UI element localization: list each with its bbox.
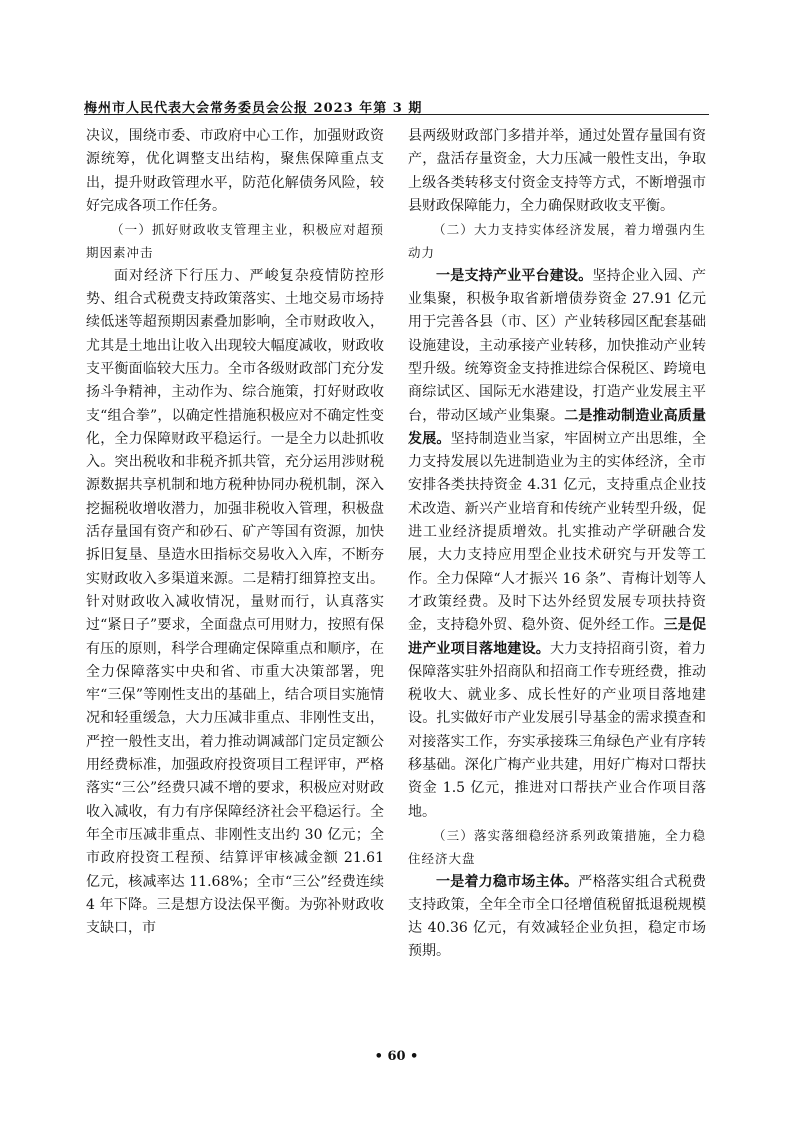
- bold-lead: 一是支持产业平台建设。: [436, 267, 593, 284]
- section-heading: （二）大力支持实体经济发展，着力增强内生动力: [408, 222, 706, 261]
- bold-lead: 一是着力稳市场主体。: [436, 873, 579, 890]
- bold-lead: 二是推动制造业高质量发展。: [408, 407, 707, 447]
- paragraph: 决议，围绕市委、市政府中心工作，加强财政资源统筹，优化调整支出结构，聚焦保障重点支出，提升财政管理水平，防范化解债务风险，较好完成各项工作任务。: [86, 128, 384, 214]
- section-heading: （三）落实落细稳经济系列政策措施，全力稳住经济大盘: [408, 827, 706, 867]
- page-number: • 60 •: [374, 1049, 419, 1064]
- journal-header: 梅州市人民代表大会常务委员会公报 2023 年第 3 期: [84, 101, 423, 116]
- right-column: [408, 125, 706, 964]
- section-heading: （一）抓好财政收支管理主业，积极应对超预期因素冲击: [86, 222, 384, 261]
- header-rule: [84, 114, 709, 115]
- paragraph-text: 严格落实组合式税费支持政策，全年全市全口径增值税留抵退税规模达 40.36 亿元，有效减轻企业负担，稳定市场预期。: [408, 873, 707, 960]
- paragraph: [408, 265, 706, 824]
- paragraph-text: 坚持制造业当家，牢固树立产出思维，全力支持发展以先进制造业为主的实体经济，全市安排各类扶持资金 4.31 亿元，支持重点企业技术改造、新兴产业培育和传统产业转型升级，促进工业经济提质增效。扎实推动产学研融合发展，大力支持应用型企业技术研究与开发等工作。全力保障“人才振兴 16 条”、青梅计划等人才政策经费。及时下达外经贸发展专项扶持资金，支持稳外贸、稳外资、促外经工作。: [408, 430, 707, 634]
- left-column: [86, 125, 384, 940]
- bold-lead: 三是促进产业项目落地建设。: [408, 617, 707, 657]
- paragraph: 县两级财政部门多措并举，通过处置存量国有资产，盘活存量资金，大力压减一般性支出，争取上级各类转移支付资金支持等方式，不断增强市县财政保障能力，全力确保财政收支平衡。: [408, 128, 706, 214]
- paragraph-text: 坚持企业入园、产业集聚，积极争取省新增债券资金 27.91 亿元用于完善各县（市、区）产业转移园区配套基础设施建设，主动承接产业转移，加快推动产业转型升级。统筹资金支持推进综合保税区、跨境电商综试区、国际无水港建设，打造产业发展主平台，带动区域产业集聚。: [408, 267, 707, 424]
- paragraph-text: 大力支持招商引资，着力保障落实驻外招商队和招商工作专班经费，推动税收大、就业多、成长性好的产业项目落地建设。扎实做好市产业发展引导基金的需求摸查和对接落实工作，夯实承接珠三角绿色产业有序转移基础。深化广梅产业共建，用好广梅对口帮扶资金 1.5 亿元，推进对口帮扶产业合作项目落地。: [408, 640, 706, 820]
- paragraph: 面对经济下行压力、严峻复杂疫情防控形势、组合式税费支持政策落实、土地交易市场持续低迷等超预期因素叠加影响，全市财政收入，尤其是土地出让收入出现较大幅度减收，财政收支平衡面临较大压力。全市各级财政部门充分发扬斗争精神，主动作为、综合施策，打好财政收支“组合拳”，以确定性措施积极应对不确定性变化，全力保障财政平稳运行。一是全力以赴抓收入。突出税收和非税齐抓共管，充分运用涉财税源数据共享机制和地方税种协同办税机制，深入挖掘税收增收潜力，加强非税收入管理，积极盘活存量国有资产和砂石、矿产等国有资源，加快拆旧复垦、垦造水田指标交易收入入库，不断夯实财政收入多渠道来源。二是精打细算控支出。针对财政收入减收情况，量财而行，认真落实过“紧日子”要求，全面盘点可用财力，按照有保有压的原则，科学合理确定保障重点和顺序，在全力保障落实中央和省、市重大决策部署，兜牢“三保”等刚性支出的基础上，结合项目实施情况和轻重缓急，大力压减非重点、非刚性支出，严控一般性支出，着力推动调减部门定员定额公用经费标准，加强政府投资项目工程评审，严格落实“三公”经费只减不增的要求，积极应对财政收入减收，有力有序保障经济社会平稳运行。全年全市压减非重点、非刚性支出约 30 亿元；全市政府投资工程预、结算评审核减金额 21.61 亿元，核减率达 11.68%；全市“三公”经费连续 4 年下降。三是想方设法保平衡。为弥补财政收支缺口，市: [86, 267, 384, 937]
- paragraph: [408, 871, 706, 964]
